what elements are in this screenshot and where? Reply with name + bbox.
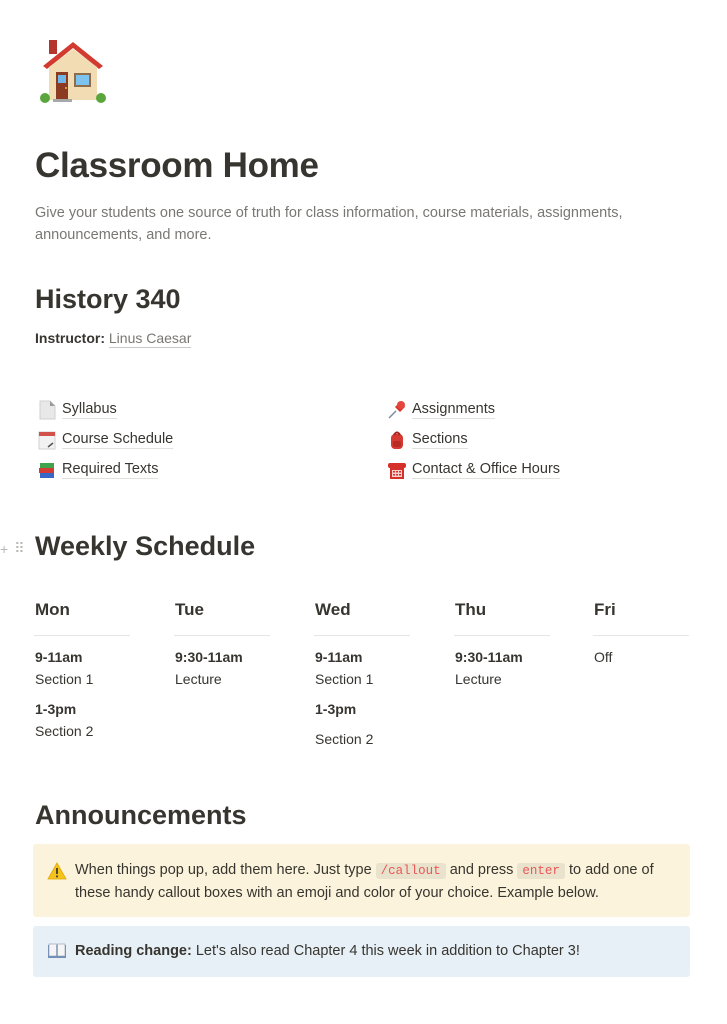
slot-time: 9-11am (315, 649, 363, 665)
column-tue (175, 600, 270, 687)
announcements-heading: Announcements (35, 800, 247, 830)
slot-label: Lecture (455, 671, 502, 687)
slot-time: 1-3pm (315, 701, 357, 717)
instructor-name-link[interactable]: Linus Caesar (108, 330, 192, 346)
pushpin-icon (387, 400, 407, 420)
day-header: Thu (455, 600, 487, 619)
day-header: Fri (594, 600, 616, 619)
column-mon (35, 600, 130, 739)
divider (593, 635, 689, 636)
column-wed (315, 600, 410, 747)
link-syllabus[interactable]: Syllabus (37, 399, 117, 421)
slot-label: Off (594, 649, 613, 665)
slot-time: 9:30-11am (175, 649, 243, 665)
link-required-texts[interactable]: Required Texts (37, 459, 158, 481)
divider (174, 635, 270, 636)
day-header: Wed (315, 600, 351, 619)
callout-reading-change (33, 926, 690, 977)
course-heading: History 340 (35, 284, 181, 314)
divider (314, 635, 410, 636)
slot-time: 9:30-11am (455, 649, 523, 665)
instructor-label: Instructor: (35, 330, 105, 346)
page-icon (37, 400, 57, 420)
page-title: Classroom Home (35, 146, 319, 185)
day-header: Mon (35, 600, 70, 619)
backpack-icon (387, 430, 407, 450)
inline-code: enter (517, 863, 565, 879)
slot-label: Section 1 (35, 671, 94, 687)
slot-label: Section 1 (315, 671, 374, 687)
slot-label: Lecture (175, 671, 222, 687)
drag-handle-icon[interactable]: ⠿ (14, 540, 25, 556)
inline-code: /callout (376, 863, 446, 879)
link-course-schedule[interactable]: Course Schedule (37, 429, 173, 451)
open-book-icon[interactable] (45, 940, 69, 977)
link-contact-office-hours[interactable]: Contact & Office Hours (387, 459, 560, 481)
telephone-icon (387, 460, 407, 480)
house-icon[interactable] (37, 36, 109, 108)
warning-icon[interactable] (45, 859, 69, 917)
callout-instructions (33, 844, 690, 917)
slot-label: Section 2 (315, 731, 374, 747)
calendar-icon (37, 430, 57, 450)
link-sections[interactable]: Sections (387, 429, 468, 451)
books-icon (37, 460, 57, 480)
day-header: Tue (175, 600, 204, 619)
weekly-schedule-heading: Weekly Schedule (35, 531, 256, 561)
slot-label: Section 2 (35, 723, 94, 739)
slot-time: 1-3pm (35, 701, 77, 717)
column-thu (455, 600, 550, 687)
column-fri (594, 600, 689, 665)
slot-time: 9-11am (35, 649, 83, 665)
link-assignments[interactable]: Assignments (387, 399, 495, 421)
instructor-line (35, 330, 191, 346)
add-block-icon[interactable]: + (0, 540, 9, 557)
callout-text: When things pop up, add them here. Just type /callout and press enter to add one of these handy callout boxes with an emoji and color of your choice. Example below. (75, 862, 654, 901)
block-handle[interactable] (0, 540, 24, 557)
page-description: Give your students one source of truth for class information, course materials, assignments, announcements, and more. (35, 205, 623, 243)
callout-text: Reading change: Let's also read Chapter 4 this week in addition to Chapter 3! (75, 943, 580, 959)
divider (34, 635, 130, 636)
divider (454, 635, 550, 636)
